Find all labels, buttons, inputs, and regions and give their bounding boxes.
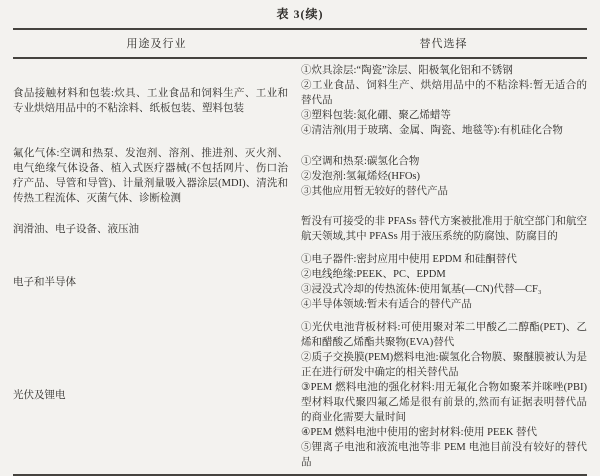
alternative-item: 暂没有可接受的非 PFASs 替代方案被批准用于航空部门和航空航天领域,其中 PFASs 用于液压系统的防腐蚀、防腐目的 <box>301 216 587 242</box>
table-row <box>13 248 587 316</box>
alternative-item: ④清洁剂(用于玻璃、金属、陶瓷、地毯等):有机硅化合物 <box>301 125 563 136</box>
alternative-item: ③塑料包装:氮化硼、聚乙烯蜡等 <box>301 110 451 121</box>
alternatives-cell <box>300 210 587 248</box>
table-header <box>13 29 587 58</box>
table-row <box>13 142 587 210</box>
alternative-item: ②工业食品、饲料生产、烘焙用品中的不粘涂料:暂无适合的替代品 <box>301 80 587 106</box>
alternative-item: ①光伏电池背板材料:可使用聚对苯二甲酸乙二醇酯(PET)、乙烯和醋酸乙烯酯共聚物(EVA)替代 <box>301 322 587 348</box>
alternative-item: ②电线绝缘:PEEK、PC、EPDM <box>301 269 446 280</box>
alternatives-cell <box>300 316 587 475</box>
alternative-item: ②质子交换膜(PEM)燃料电池:碳氢化合物膜、聚醚膜被认为是正在进行研发中确定的相关替代品 <box>301 352 587 378</box>
use-cell: 食品接触材料和包装:炊具、工业食品和饲料生产、工业和专业烘焙用品中的不粘涂料、纸板包装、塑料包装 <box>13 87 288 114</box>
table-title: 表 3(续) <box>276 7 324 21</box>
alternative-item: ①炊具涂层:“陶瓷”涂层、阳极氧化铝和不锈钢 <box>301 65 513 76</box>
use-cell: 电子和半导体 <box>13 276 76 288</box>
alternative-item: ④半导体领域:暂未有适合的替代产品 <box>301 299 472 310</box>
alternative-item: ③浸没式冷却的传热流体:使用氰基(—CN)代替—CF₃ <box>301 284 542 295</box>
table-row <box>13 210 587 248</box>
column-header-use: 用途及行业 <box>13 29 300 58</box>
header-row <box>13 29 587 58</box>
alternative-item: ③PEM 燃料电池的强化材料:用无氟化合物如聚苯并咪唑(PBI)型材料取代聚四氟乙烯是很有前景的,然而有证据表明替代品的商业化需要大量时间 <box>301 382 587 423</box>
table-row <box>13 58 587 142</box>
column-header-alternatives: 替代选择 <box>300 29 587 58</box>
table-row <box>13 316 587 475</box>
alternative-item: ③其他应用暂无较好的替代产品 <box>301 185 448 197</box>
alternatives-cell <box>300 142 587 210</box>
alternative-item: ①空调和热泵:碳氢化合物 <box>301 155 420 167</box>
alternative-item: ④PEM 燃料电池中使用的密封材料:使用 PEEK 替代 <box>301 427 538 438</box>
alternative-item: ⑤锂离子电池和液流电池等非 PEM 电池目前没有较好的替代品 <box>301 442 587 468</box>
alternatives-cell <box>300 248 587 316</box>
alternatives-cell <box>300 58 587 142</box>
use-cell: 光伏及锂电 <box>13 389 66 401</box>
alternatives-table <box>13 28 587 476</box>
table-body <box>13 58 587 475</box>
alternative-item: ①电子器件:密封应用中使用 EPDM 和硅酮替代 <box>301 254 517 265</box>
use-cell: 氟化气体:空调和热泵、发泡剂、溶剂、推进剂、灭火剂、电气绝缘气体设备、植入式医疗器械(不包括网片、伤口治疗产品、导管和导管)、计量剂量吸入器涂层(MDI)、清洗和传热工程流体、灭菌气体、诊断检测 <box>13 148 288 204</box>
alternative-item: ②发泡剂:氢氟烯烃(HFOs) <box>301 170 421 182</box>
use-cell: 润滑油、电子设备、液压油 <box>13 223 139 235</box>
